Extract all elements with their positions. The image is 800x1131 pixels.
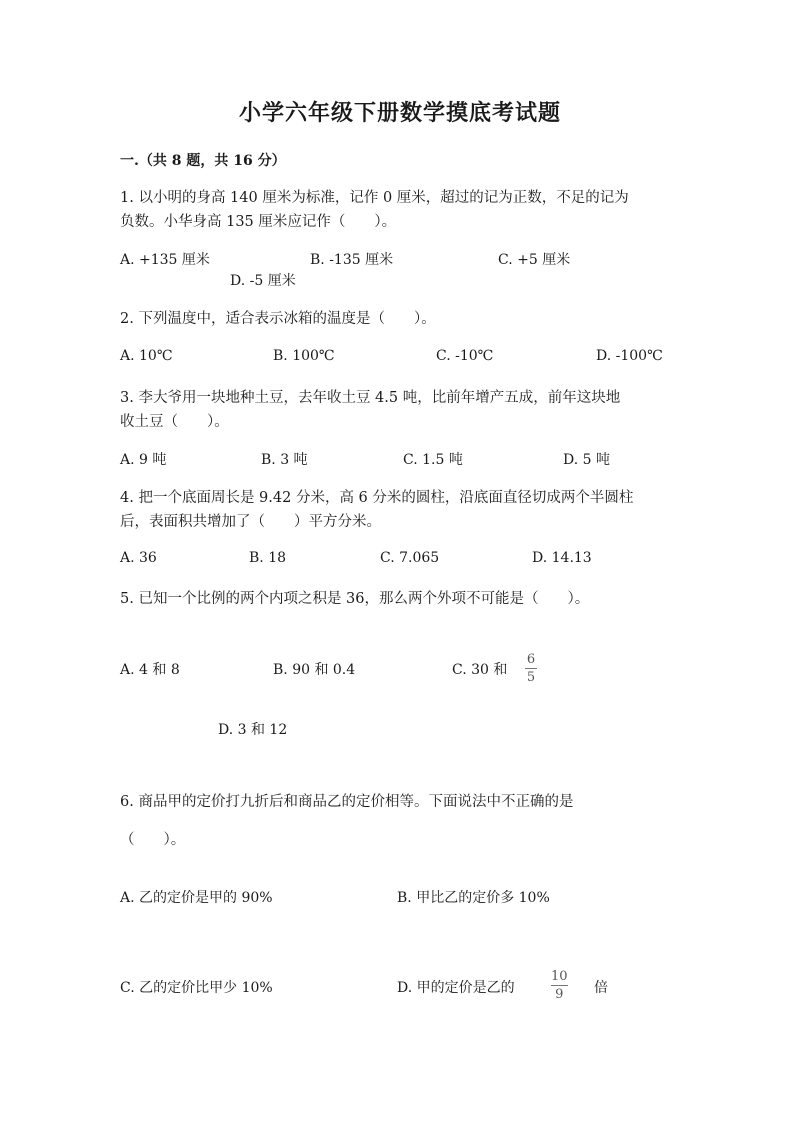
question-4-line-2: 后，表面积共增加了（ ）平方分米。 [120,514,381,530]
question-1-option-c: C. +5 厘米 [498,252,571,268]
fraction-bar [551,985,568,986]
question-4-line-1: 4. 把一个底面周长是 9.42 分米，高 6 分米的圆柱，沿底面直径切成两个半圆柱 [120,490,634,506]
question-4-option-a: A. 36 [120,550,157,566]
fraction-numerator: 10 [551,969,568,984]
question-1-option-d: D. -5 厘米 [230,273,296,289]
question-5-option-c: C. 30 和 [452,662,508,678]
question-4-option-b: B. 18 [249,550,287,566]
question-5-line-1: 5. 已知一个比例的两个内项之积是 36，那么两个外项不可能是（ ）。 [120,591,590,607]
question-6-line-2: （ ）。 [120,832,186,848]
fraction-denominator: 9 [555,987,564,1002]
fraction-numerator: 6 [526,652,536,667]
question-4-option-d: D. 14.13 [532,550,592,566]
question-2-line-1: 2. 下列温度中，适合表示冰箱的温度是（ ）。 [120,311,436,327]
question-6-option-a: A. 乙的定价是甲的 90% [120,890,273,906]
question-2-option-d: D. -100℃ [596,348,663,364]
section-heading: 一.（共 8 题，共 16 分） [120,153,286,169]
question-6-option-b: B. 甲比乙的定价多 10% [397,890,550,906]
question-3-option-c: C. 1.5 吨 [403,452,463,468]
question-5-option-d: D. 3 和 12 [218,722,288,738]
question-5-option-c-fraction [525,652,537,685]
question-3-option-d: D. 5 吨 [563,452,610,468]
question-5-option-a: A. 4 和 8 [120,662,180,678]
page-title: 小学六年级下册数学摸底考试题 [238,101,561,126]
fraction-denominator: 5 [526,670,536,685]
question-1-line-2: 负数。小华身高 135 厘米应记作（ ）。 [120,214,397,230]
question-6-option-c: C. 乙的定价比甲少 10% [120,980,273,996]
question-2-option-b: B. 100℃ [273,348,335,364]
question-3-line-1: 3. 李大爷用一块地种土豆，去年收土豆 4.5 吨，比前年增产五成，前年这块地 [120,390,621,406]
question-3-option-a: A. 9 吨 [120,452,167,468]
question-5-option-b: B. 90 和 0.4 [273,662,356,678]
question-1-option-a: A. +135 厘米 [120,252,210,268]
question-4-option-c: C. 7.065 [380,550,440,566]
question-1-line-1: 1. 以小明的身高 140 厘米为标准，记作 0 厘米，超过的记为正数，不足的记为 [120,190,629,206]
question-6-option-d-suffix: 倍 [594,980,608,996]
question-3-option-b: B. 3 吨 [261,452,308,468]
fraction-bar [525,668,537,669]
question-1-option-b: B. -135 厘米 [310,252,394,268]
question-3-line-2: 收土豆（ ）。 [120,414,229,430]
question-2-option-c: C. -10℃ [436,348,494,364]
question-2-option-a: A. 10℃ [120,348,173,364]
question-6-option-d-fraction [551,969,568,1002]
question-6-option-d: D. 甲的定价是乙的 [397,980,515,996]
question-6-line-1: 6. 商品甲的定价打九折后和商品乙的定价相等。下面说法中不正确的是 [120,794,574,810]
